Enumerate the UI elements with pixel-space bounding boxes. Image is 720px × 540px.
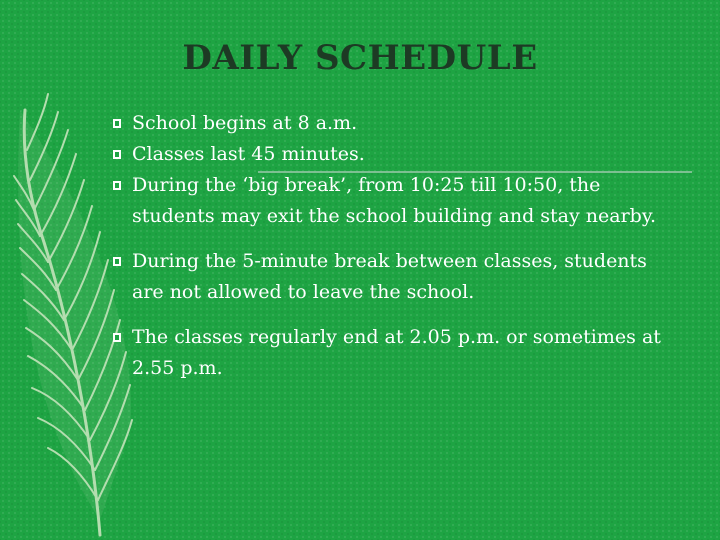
square-bullet-icon — [113, 150, 121, 159]
list-item — [110, 322, 670, 384]
list-item — [110, 170, 670, 232]
square-bullet-icon — [113, 119, 121, 128]
bullet-list — [110, 108, 670, 384]
list-item — [110, 139, 670, 170]
square-bullet-icon — [113, 333, 121, 342]
list-item — [110, 108, 670, 139]
square-bullet-icon — [113, 257, 121, 266]
list-item-text: During the ‘big break’, from 10:25 till 10:50, the students may exit the school building and stay nearby. — [132, 174, 657, 227]
list-item-text: School begins at 8 a.m. — [132, 112, 358, 134]
list-item-text: During the 5-minute break between classes, students are not allowed to leave the school. — [132, 250, 647, 303]
page-title: DAILY SCHEDULE — [182, 38, 538, 78]
list-item-text: Classes last 45 minutes. — [132, 143, 365, 165]
list-item — [110, 246, 670, 308]
square-bullet-icon — [113, 181, 121, 190]
list-item-text: The classes regularly end at 2.05 p.m. or sometimes at 2.55 p.m. — [132, 326, 661, 379]
